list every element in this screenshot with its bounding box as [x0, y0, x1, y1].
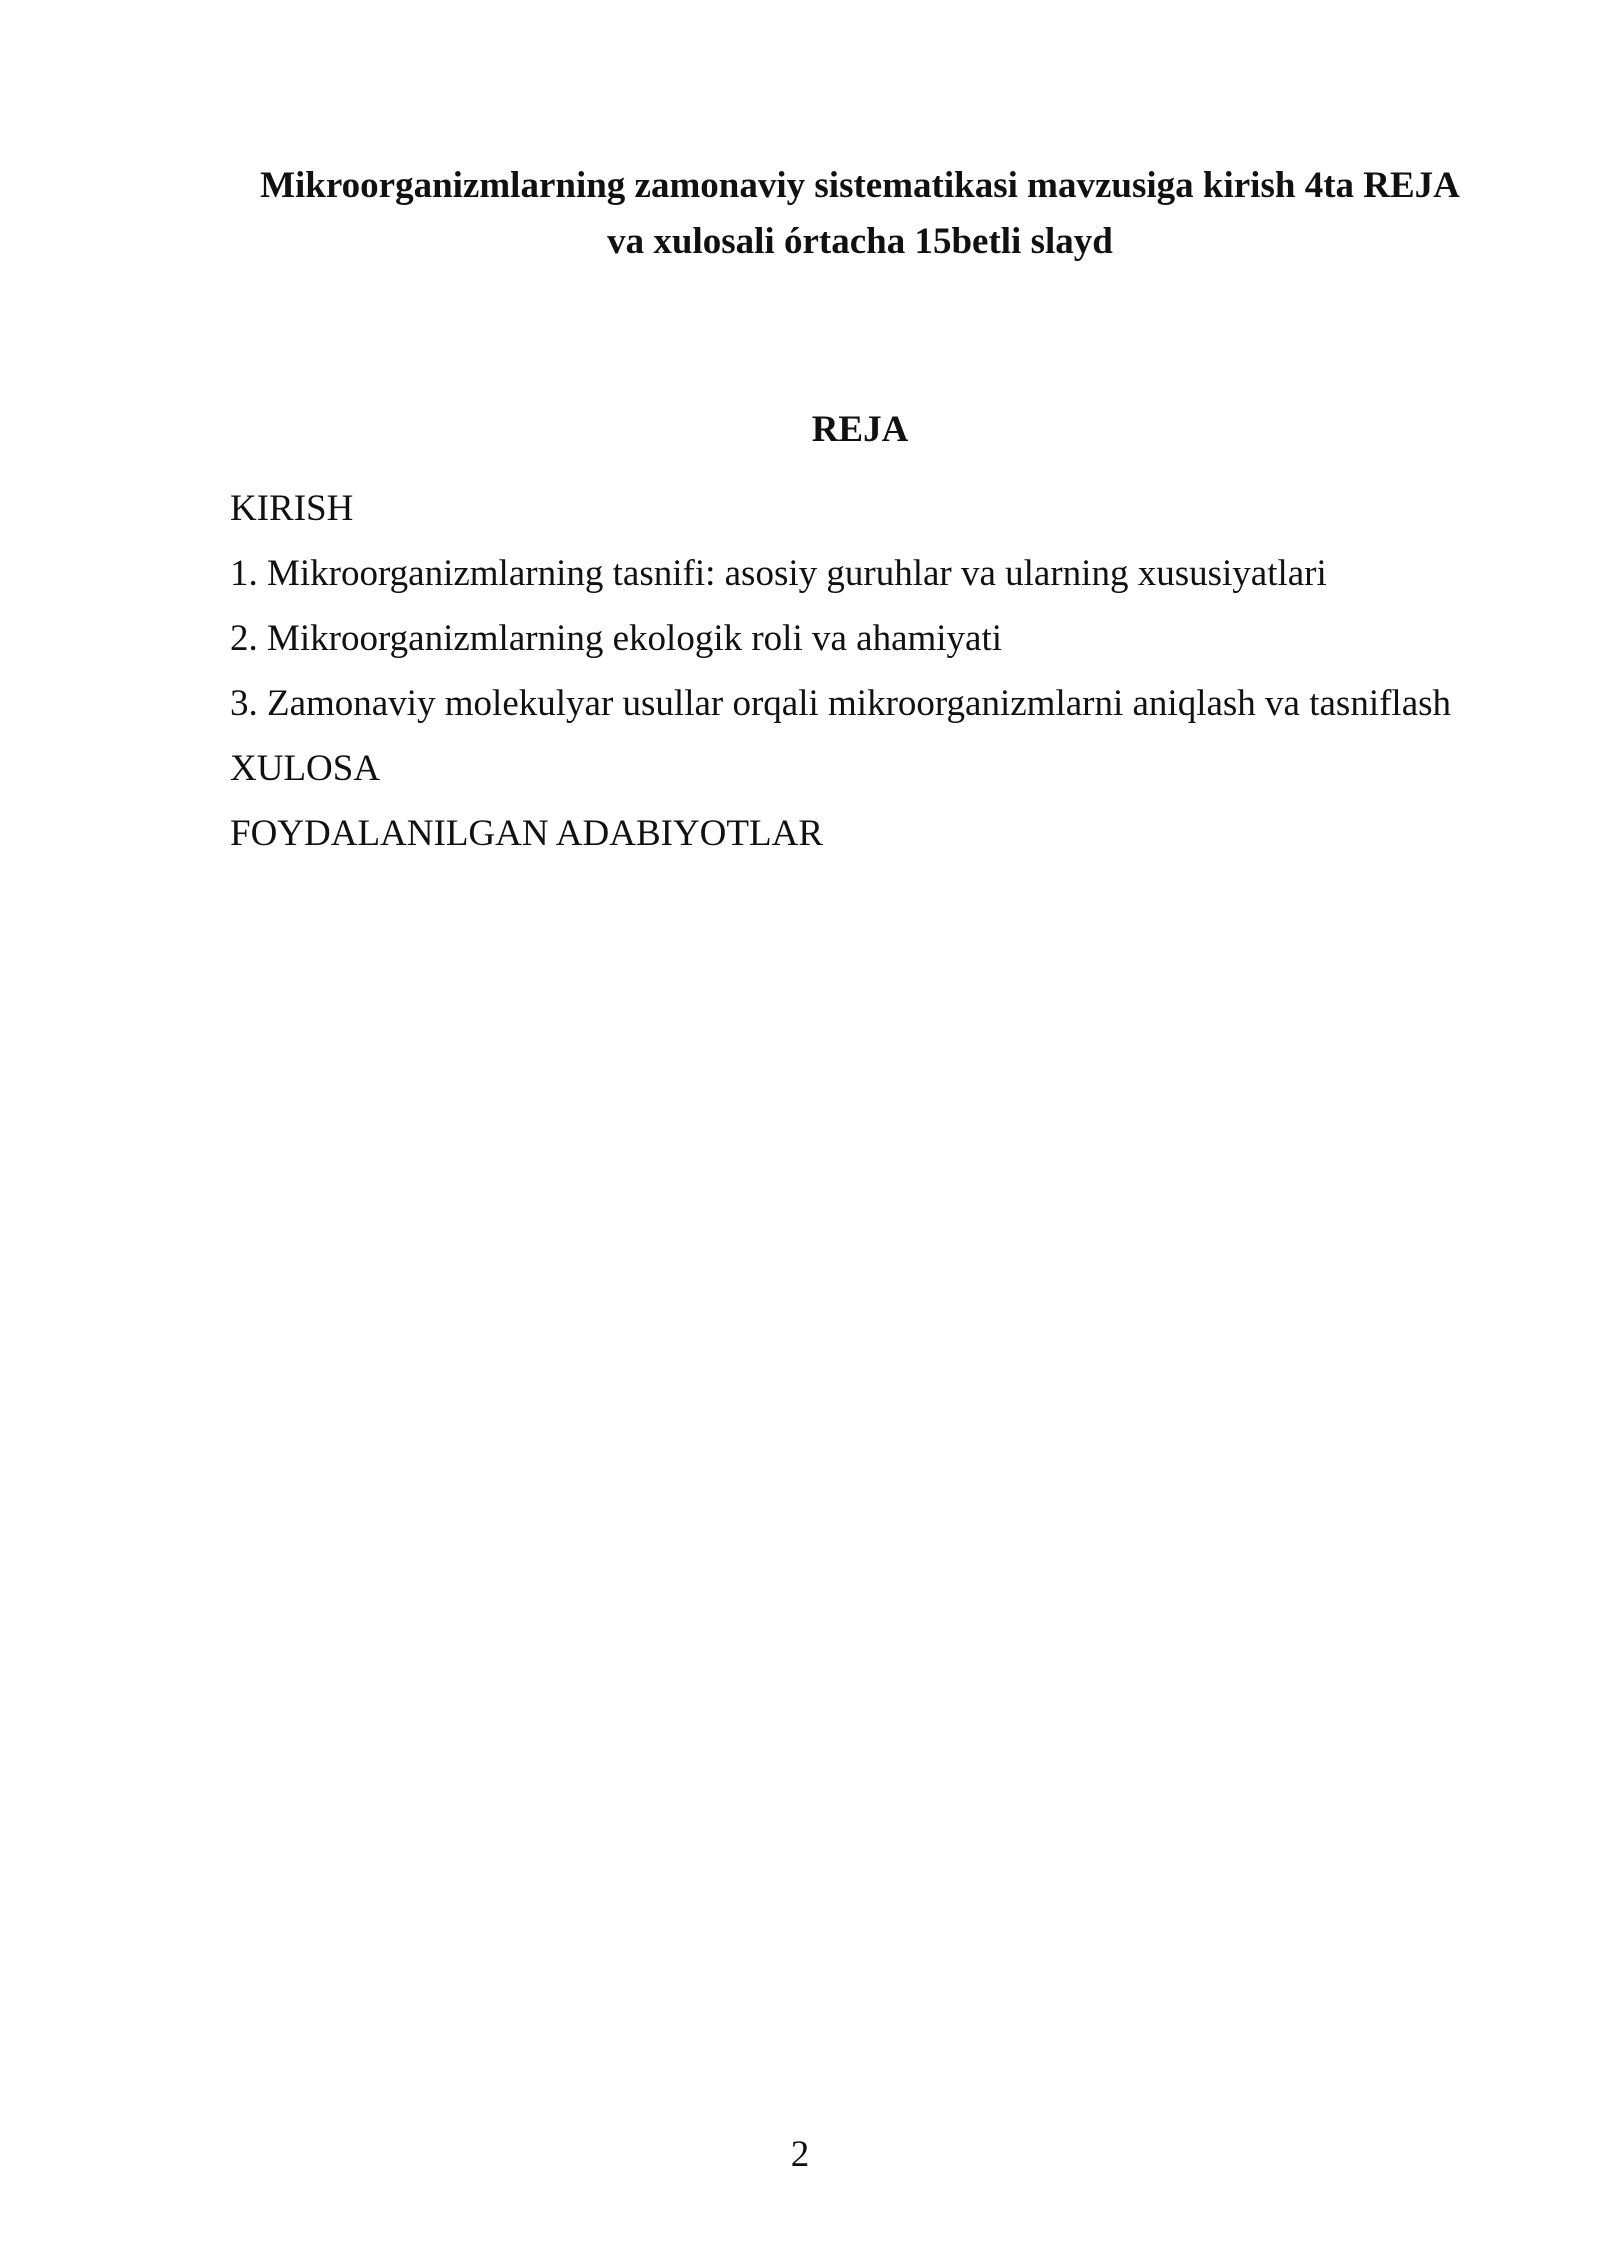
document-title-line-1: Mikroorganizmlarning zamonaviy sistematikasi mavzusiga kirish 4ta REJA: [260, 165, 1460, 206]
page-number: 2: [790, 2134, 810, 2175]
section-heading: REJA: [811, 409, 909, 450]
document-title: [230, 158, 1490, 270]
plan-item-references: FOYDALANILGAN ADABIYOTLAR: [230, 813, 823, 854]
plan-item-intro: KIRISH: [230, 488, 354, 529]
document-title-line-2: va xulosali órtacha 15betli slayd: [607, 221, 1113, 262]
plan-item-1: 1. Mikroorganizmlarning tasnifi: asosiy guruhlar va ularning xususiyatlari: [230, 553, 1327, 594]
plan-item-3: 3. Zamonaviy molekulyar usullar orqali mikroorganizmlarni aniqlash va tasniflash: [230, 683, 1452, 724]
plan-list: [230, 476, 1530, 866]
plan-item-conclusion: XULOSA: [230, 748, 381, 789]
plan-item-2: 2. Mikroorganizmlarning ekologik roli va ahamiyati: [230, 618, 1003, 659]
